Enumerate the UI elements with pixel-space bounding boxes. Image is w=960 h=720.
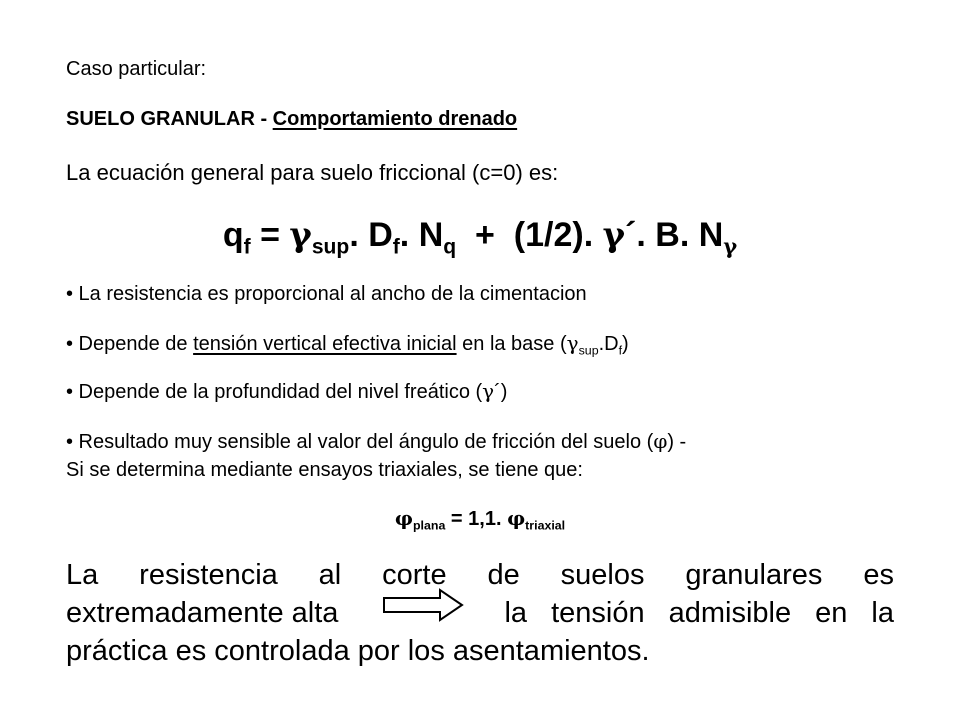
word: la bbox=[871, 597, 894, 629]
subheading-main: SUELO GRANULAR - bbox=[66, 108, 273, 130]
formula-gamma2: γ bbox=[602, 215, 626, 255]
word: resistencia bbox=[139, 559, 278, 591]
formula-tail: ´. B. N bbox=[625, 216, 724, 254]
word: de bbox=[487, 559, 520, 591]
word: admisible bbox=[668, 597, 792, 629]
subheading-underlined: Comportamiento drenado bbox=[272, 108, 518, 130]
bullet-text: en la base ( bbox=[456, 333, 567, 355]
bearing-capacity-formula bbox=[0, 215, 960, 259]
bullet-water-table bbox=[66, 379, 507, 404]
formula-d-sub: f bbox=[392, 235, 400, 259]
bullet-text: • Resultado muy sensible al valor del ángulo de fricción del suelo ( bbox=[66, 431, 654, 453]
conclusion-line-1 bbox=[66, 556, 894, 594]
bullet-friction-angle bbox=[66, 429, 686, 454]
phi-symbol: φ bbox=[507, 506, 526, 530]
bullet-width: • La resistencia es proporcional al ancho de la cimentacion bbox=[66, 283, 587, 305]
bullet-underlined: tensión vertical efectiva inicial bbox=[193, 333, 457, 355]
heading: Caso particular: bbox=[66, 58, 207, 80]
intro-text: La ecuación general para suelo friccional (c=0) es: bbox=[66, 160, 559, 185]
formula-mid: = 1,1. bbox=[445, 508, 508, 530]
phi-relation-formula bbox=[0, 506, 960, 531]
bullet-text: • Depende de bbox=[66, 333, 194, 355]
formula-n-sub: q bbox=[443, 235, 457, 259]
text: extremadamente alta bbox=[66, 597, 339, 629]
formula-eq: = bbox=[250, 216, 290, 254]
formula-gamma: γ bbox=[289, 215, 312, 255]
word: en bbox=[815, 597, 848, 629]
subscript: plana bbox=[412, 518, 446, 533]
word: La bbox=[66, 559, 99, 591]
bullet-text: • Depende de la profundidad del nivel freático ( bbox=[66, 381, 483, 403]
right-arrow-outline-icon bbox=[362, 594, 480, 620]
formula-d: . D bbox=[349, 216, 393, 254]
bullet-friction-angle-cont: Si se determina mediante ensayos triaxiales, se tiene que: bbox=[66, 459, 583, 481]
gamma-symbol: γ bbox=[566, 331, 579, 355]
word: la bbox=[504, 597, 528, 629]
word: es bbox=[863, 559, 894, 591]
formula-q: q bbox=[222, 216, 244, 254]
formula-q-sub: f bbox=[243, 235, 251, 259]
formula-ngamma-sub: γ bbox=[723, 233, 738, 259]
phi-symbol: φ bbox=[394, 506, 413, 530]
subscript: sup bbox=[578, 343, 599, 358]
bullet-text: ´) bbox=[494, 381, 508, 403]
word: granulares bbox=[685, 559, 823, 591]
word: corte bbox=[382, 559, 447, 591]
bullet-vertical-stress bbox=[66, 331, 629, 356]
bullet-text: .D bbox=[598, 333, 619, 355]
gamma-symbol: γ bbox=[482, 379, 495, 403]
bullet-text: ) bbox=[622, 333, 629, 355]
word: suelos bbox=[560, 559, 645, 591]
word: tensión bbox=[551, 597, 645, 629]
bullet-text: ) - bbox=[667, 431, 687, 453]
conclusion-line-3: práctica es controlada por los asentamientos. bbox=[66, 635, 650, 667]
phi-symbol: φ bbox=[653, 429, 668, 453]
conclusion-paragraph bbox=[66, 556, 894, 670]
subscript: f bbox=[618, 343, 623, 358]
formula-mid: + (1/2). bbox=[456, 216, 603, 254]
formula-gamma-sub: sup bbox=[311, 235, 350, 259]
conclusion-line-2 bbox=[66, 594, 894, 632]
word: al bbox=[318, 559, 342, 591]
subheading bbox=[66, 108, 517, 131]
subscript: triaxial bbox=[525, 518, 566, 533]
formula-n: . N bbox=[399, 216, 444, 254]
